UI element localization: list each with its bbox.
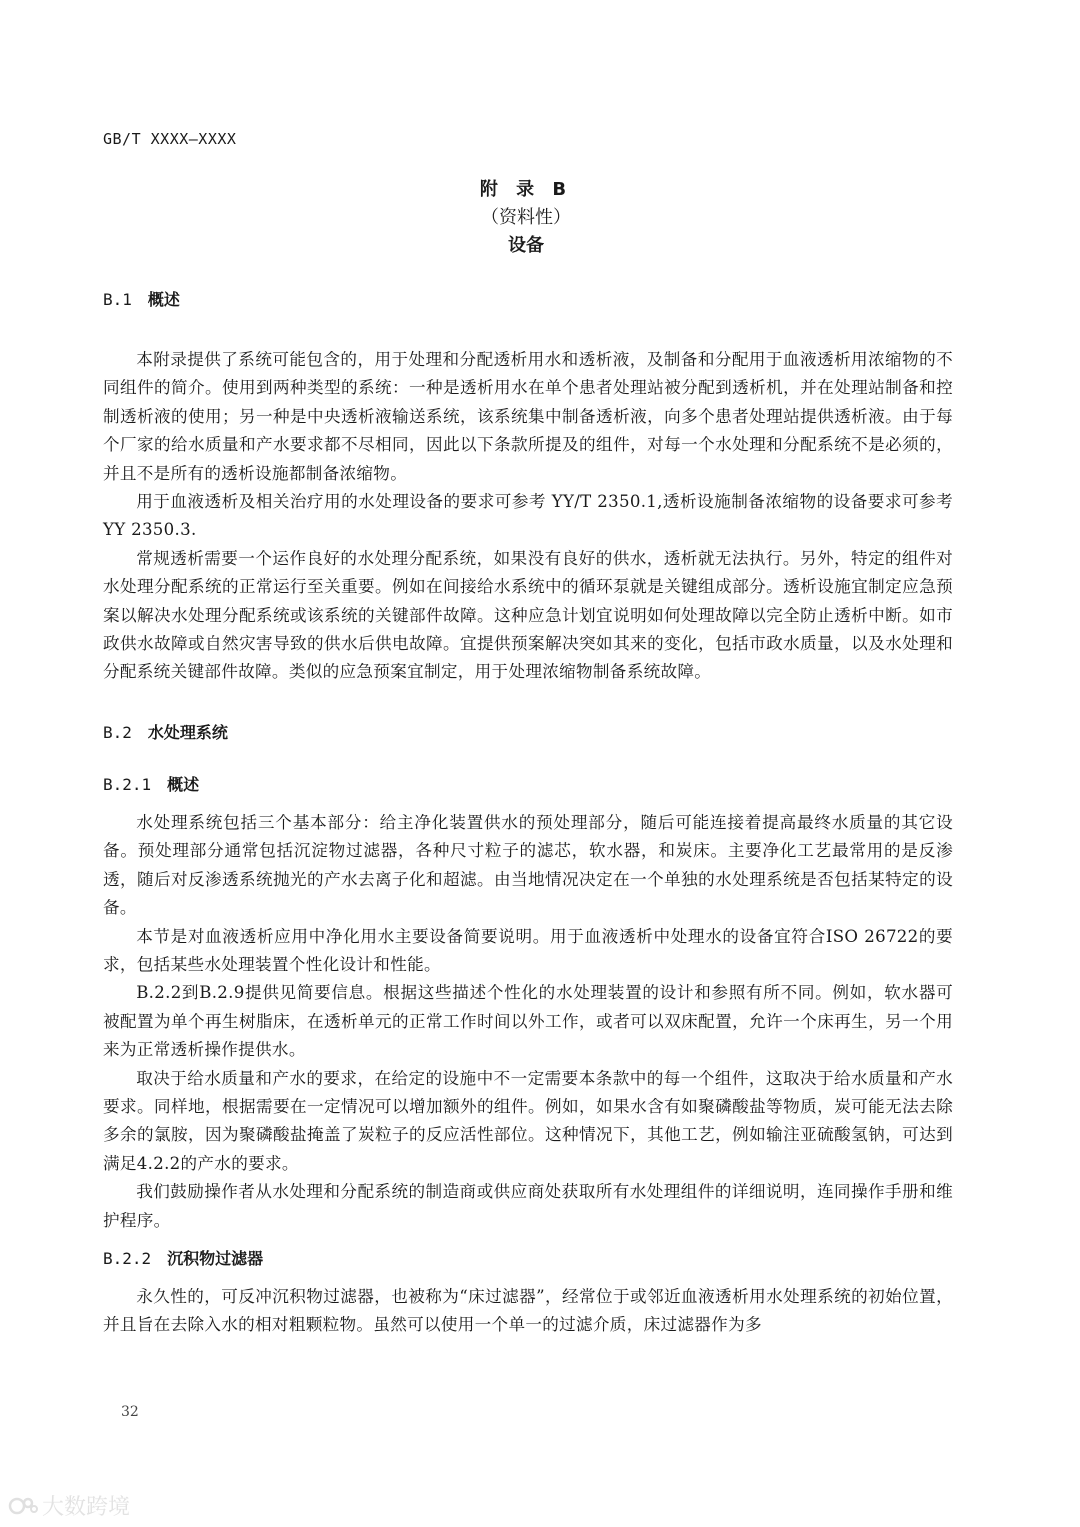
paragraph: 永久性的，可反冲沉积物过滤器，也被称为“床过滤器”，经常位于或邻近血液透析用水处理系统的初始位置，并且旨在去除入水的相对粗颗粒物。虽然可以使用一个单一的过滤介质，床过滤器作为多 [103,1286,953,1335]
section-number: B.2.2 [103,1248,152,1268]
paragraph: 本节是对血液透析应用中净化用水主要设备简要说明。用于血液透析中处理水的设备宜符合ISO 26722的要求，包括某些水处理装置个性化设计和性能。 [103,926,953,974]
watermark-logo-icon [8,1495,38,1517]
appendix-title-block [0,176,1052,260]
document-body [103,286,953,1340]
paragraph: B.2.2到B.2.9提供见简要信息。根据这些描述个性化的水处理装置的设计和参照有所不同。例如，软水器可被配置为单个再生树脂床，在透析单元的正常工作时间以外工作，或者可以双床配置，允许一个床再生，另一个用来为正常透析操作提供水。 [103,983,953,1060]
paragraph: 我们鼓励操作者从水处理和分配系统的制造商或供应商处获取所有水处理组件的详细说明，连同操作手册和维护程序。 [103,1182,953,1230]
paragraph: 用于血液透析及相关治疗用的水处理设备的要求可参考 YY/T 2350.1,透析设施制备浓缩物的设备要求可参考 YY 2350.3. [103,492,953,540]
page-number: 32 [121,1404,139,1420]
section-title: 沉积物过滤器 [167,1248,264,1268]
paragraph: 常规透析需要一个运作良好的水处理分配系统，如果没有良好的供水，透析就无法执行。另外，特定的组件对水处理分配系统的正常运行至关重要。例如在间接给水系统中的循环泵就是关键组成部分。透析设施宜制定应急预案以解决水处理分配系统或该系统的关键部件故障。这种应急计划宜说明如何处理故障以完全防止透析中断。如市政供水故障或自然灾害导致的供水后供电故障。宜提供预案解决突如其来的变化，包括市政水质量，以及水处理和分配系统关键部件故障。类似的应急预案宜制定，用于处理浓缩物制备系统故障。 [103,548,953,682]
section-number: B.1 [103,290,132,309]
watermark [8,1490,130,1521]
section-title: 概述 [147,290,180,309]
section-number: B.2 [103,722,132,742]
section-heading-b22 [103,1245,953,1273]
paragraph: 水处理系统包括三个基本部分：给主净化装置供水的预处理部分，随后可能连接着提高最终水质量的其它设备。预处理部分通常包括沉淀物过滤器，各种尺寸粒子的滤芯，软水器，和炭床。主要净化工艺最常用的是反渗透，随后对反渗透系统抛光的产水去离子化和超滤。由当地情况决定在一个单独的水处理系统是否包括某特定的设备。 [103,812,953,918]
section-heading-b2 [103,719,953,747]
section-title: 水处理系统 [147,722,228,742]
paragraph: 本附录提供了系统可能包含的，用于处理和分配透析用水和透析液，及制备和分配用于血液透析用浓缩物的不同组件的简介。使用到两种类型的系统：一种是透析用水在单个患者处理站被分配到透析机，并在处理站制备和控制透析液的使用；另一种是中央透析液输送系统，该系统集中制备透析液，向多个患者处理站提供透析液。由于每个厂家的给水质量和产水要求都不尽相同，因此以下条款所提及的组件，对每一个水处理和分配系统不是必须的，并且不是所有的透析设施都制备浓缩物。 [103,350,953,483]
section-heading-b1 [103,286,953,314]
section-heading-b21 [103,771,953,799]
appendix-type: （资料性） [481,207,571,228]
appendix-label: 附 录 B [479,179,573,200]
section-number: B.2.1 [103,774,152,794]
appendix-name: 设备 [508,235,544,256]
paragraph: 取决于给水质量和产水的要求，在给定的设施中不一定需要本条款中的每一个组件，这取决于给水质量和产水要求。同样地，根据需要在一定情况可以增加额外的组件。例如，如果水含有如聚磷酸盐等物质，炭可能无法去除多余的氯胺，因为聚磷酸盐掩盖了炭粒子的反应活性部位。这种情况下，其他工艺，例如输注亚硫酸氢钠，可达到满足4.2.2的产水的要求。 [103,1068,953,1173]
section-title: 概述 [167,774,200,794]
watermark-text: 大数跨境 [42,1495,131,1520]
document-code: GB/T XXXX—XXXX [103,130,237,148]
